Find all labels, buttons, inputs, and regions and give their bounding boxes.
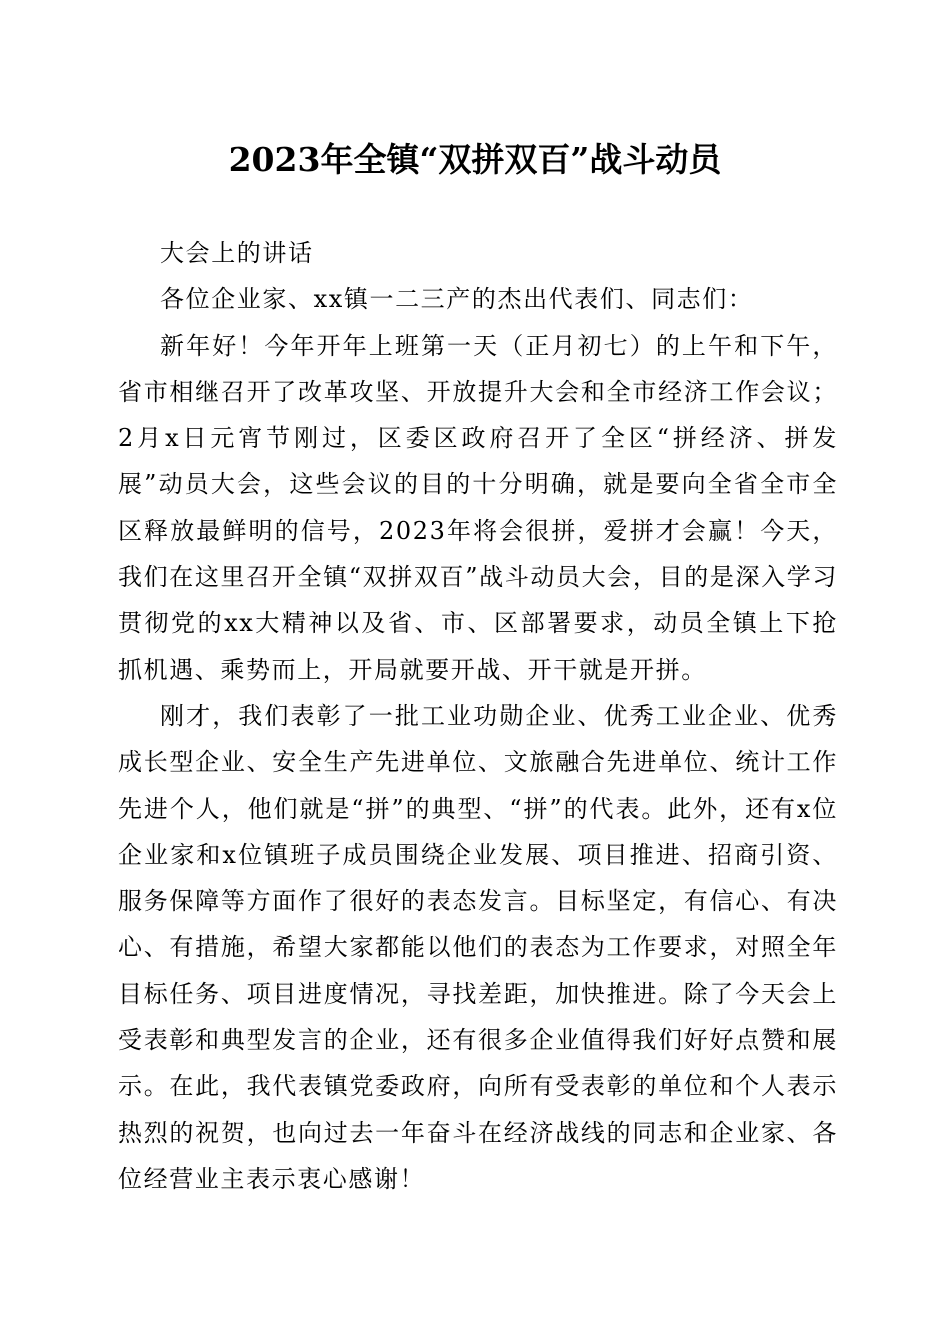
body-paragraph-subtitle: 大会上的讲话 bbox=[160, 239, 314, 267]
document-title: 2023年全镇“双拼双百”战斗动员 bbox=[228, 140, 722, 179]
body-paragraph-salutation: 各位企业家、xx镇一二三产的杰出代表们、同志们： bbox=[160, 285, 754, 314]
body-paragraph: 新年好！今年开年上班第一天（正月初七）的上午和下午，省市相继召开了改革攻坚、开放提升大会和全市经济工作会议；2月x日元宵节刚过，区委区政府召开了全区“拼经济、拼发展”动员大会，这些会议的目的十分明确，就是要向全省全市全区释放最鲜明的信号，2023年将会很拼，爱拼才会赢！今天，我们在这里召开全镇“双拼双百”战斗动员大会，目的是深入学习贯彻党的xx大精神以及省、市、区部署要求，动员全镇上下抢抓机遇、乘势而上，开局就要开战、开干就是开拼。 bbox=[118, 331, 838, 684]
document-body bbox=[118, 230, 838, 1202]
body-paragraph: 刚才，我们表彰了一批工业功勋企业、优秀工业企业、优秀成长型企业、安全生产先进单位、文旅融合先进单位、统计工作先进个人，他们就是“拼”的典型、“拼”的代表。此外，还有x位企业家和x位镇班子成员围绕企业发展、项目推进、招商引资、服务保障等方面作了很好的表态发言。目标坚定，有信心、有决心、有措施，希望大家都能以他们的表态为工作要求，对照全年目标任务、项目进度情况，寻找差距，加快推进。除了今天会上受表彰和典型发言的企业，还有很多企业值得我们好好点赞和展示。在此，我代表镇党委政府，向所有受表彰的单位和个人表示热烈的祝贺，也向过去一年奋斗在经济战线的同志和企业家、各位经营业主表示衷心感谢！ bbox=[118, 701, 838, 1193]
